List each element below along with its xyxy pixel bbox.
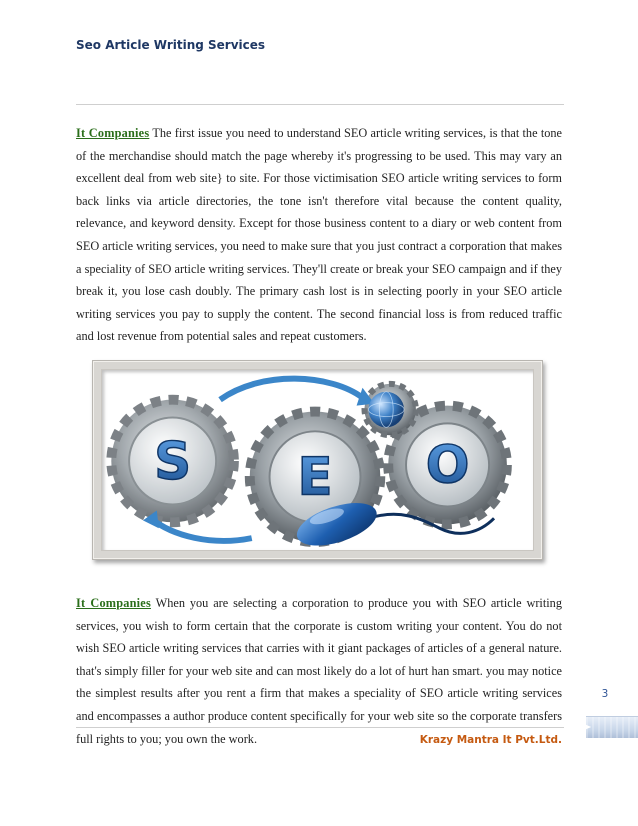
header-divider	[76, 104, 564, 105]
page-number: 3	[601, 688, 609, 700]
page-tab-decoration	[586, 716, 638, 738]
paragraph-text: When you are selecting a corporation to produce you with SEO article writing services, you wish to form certain that the corporate is custom writing your content. You do not wish SEO article writing services that carries with it giant packages of articles of a general nature. that's simply filler for your web site and can most likely do a lot of hurt han smart. you may notice the simplest results after you rent a firm that makes a speciality of SEO article writing services and encompasses a author produce content specifically for your web site so the corporate transfers full rights to you; you own the work.	[76, 596, 562, 746]
keyword-link-it-companies[interactable]: It Companies	[76, 596, 151, 610]
seo-illustration	[92, 360, 543, 560]
seo-letter-e: E	[297, 447, 333, 508]
keyword-link-it-companies[interactable]: It Companies	[76, 126, 150, 140]
paragraph-text: The first issue you need to understand SEO article writing services, is that the tone of the merchandise should match the page whereby it's progressing to be used. This may vary an excellent deal from web site} to site. For those victimisation SEO article writing services to form back links via article directories, the tone isn't therefore vital because the content quality, relevance, and keyword density. Except for those business content to a diary or web content from SEO article writing services, you need to make sure that you just contract a corporation that makes a speciality of SEO article writing services. They'll create or break your SEO campaign and if they break it, you lose cash doubly. The primary cash lost is in selecting poorly in your SEO article writing services you pay to supply the content. The second financial loss is from reduced traffic and lost revenue from potential sales and repeat customers.	[76, 126, 562, 344]
footer-company-name: Krazy Mantra It Pvt.Ltd.	[419, 734, 562, 746]
body-paragraph-1	[76, 122, 562, 348]
footer-divider	[76, 727, 564, 728]
globe-icon	[368, 392, 404, 428]
seo-letter-s: S	[154, 431, 192, 492]
seo-letter-o: O	[425, 435, 470, 496]
seo-gears-image	[102, 370, 533, 550]
document-title: Seo Article Writing Services	[76, 38, 266, 52]
arrow-icon	[220, 379, 362, 400]
